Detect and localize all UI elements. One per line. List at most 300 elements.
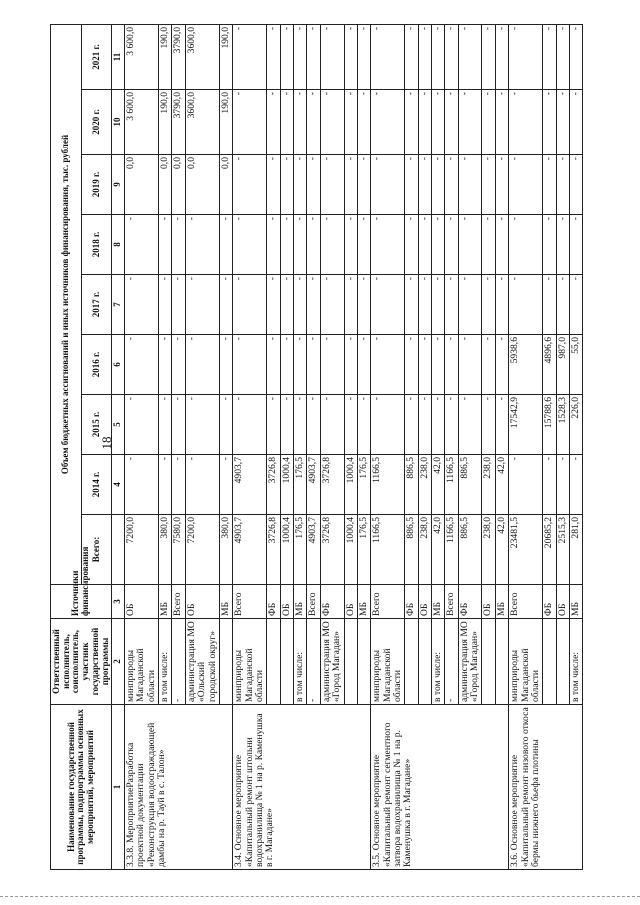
total-value-cell: 380,0 bbox=[159, 515, 172, 585]
year-value-cell: - bbox=[233, 155, 267, 215]
executor-cell: минприроды Магаданской области bbox=[509, 619, 543, 705]
year-value-cell: - bbox=[219, 395, 232, 455]
total-value-cell: 2515,3 bbox=[556, 515, 569, 585]
rotated-table-container bbox=[50, 25, 630, 870]
year-value-cell: - bbox=[543, 455, 556, 515]
source-cell: МБ bbox=[569, 585, 582, 619]
year-value-cell: - bbox=[233, 215, 267, 275]
year-value-cell: - bbox=[159, 395, 172, 455]
year-value-cell: - bbox=[159, 275, 172, 335]
year-value-cell: 3790,0 bbox=[172, 24, 185, 89]
header-year: 2018 г. bbox=[81, 215, 112, 275]
year-value-cell: - bbox=[458, 90, 482, 155]
source-cell: ОБ bbox=[418, 585, 431, 619]
page-number: 18 bbox=[99, 436, 114, 450]
header-year: 2015 г. bbox=[81, 395, 112, 455]
year-value-cell: - bbox=[233, 24, 267, 89]
total-value-cell: 7200,0 bbox=[125, 515, 159, 585]
year-value-cell: - bbox=[556, 275, 569, 335]
year-value-cell: - bbox=[219, 455, 232, 515]
year-value-cell: - bbox=[371, 275, 405, 335]
source-cell: Всего bbox=[371, 585, 405, 619]
year-value-cell: - bbox=[418, 395, 431, 455]
year-value-cell: 190,0 bbox=[159, 90, 172, 155]
year-value-cell: - bbox=[509, 24, 543, 89]
year-value-cell: - bbox=[371, 155, 405, 215]
year-value-cell: - bbox=[219, 275, 232, 335]
year-value-cell: - bbox=[294, 395, 307, 455]
year-value-cell: - bbox=[458, 215, 482, 275]
year-value-cell: 3726,8 bbox=[267, 455, 280, 515]
year-value-cell: - bbox=[294, 24, 307, 89]
year-value-cell: - bbox=[159, 455, 172, 515]
year-value-cell: - bbox=[458, 24, 482, 89]
executor-cell: администрация МО «Ольский городской округ» bbox=[185, 619, 219, 705]
year-value-cell: - bbox=[294, 215, 307, 275]
year-value-cell: 190,0 bbox=[159, 24, 172, 89]
year-value-cell: - bbox=[320, 275, 344, 335]
year-value-cell: 987,0 bbox=[556, 335, 569, 395]
executor-cell: минприроды Магаданской области bbox=[233, 619, 267, 705]
source-cell: ФБ bbox=[320, 585, 344, 619]
year-value-cell: - bbox=[233, 335, 267, 395]
header-year: 2014 г. bbox=[81, 455, 112, 515]
year-value-cell: - bbox=[556, 455, 569, 515]
column-number: 7 bbox=[112, 275, 125, 335]
source-cell: ФБ bbox=[405, 585, 418, 619]
total-value-cell: 281,0 bbox=[569, 515, 582, 585]
year-value-cell: 42,0 bbox=[432, 455, 445, 515]
year-value-cell: - bbox=[125, 395, 159, 455]
source-cell: ФБ bbox=[543, 585, 556, 619]
year-value-cell: 886,5 bbox=[405, 455, 418, 515]
year-value-cell: - bbox=[482, 275, 495, 335]
column-number: 8 bbox=[112, 215, 125, 275]
source-cell: Всего bbox=[233, 585, 267, 619]
year-value-cell: - bbox=[280, 90, 293, 155]
year-value-cell: - bbox=[482, 335, 495, 395]
executor-cell: в том числе: bbox=[569, 619, 582, 705]
year-value-cell: - bbox=[371, 215, 405, 275]
year-value-cell: - bbox=[344, 90, 357, 155]
year-value-cell: 15788,6 bbox=[543, 395, 556, 455]
source-cell: Всего bbox=[509, 585, 543, 619]
year-value-cell: - bbox=[418, 335, 431, 395]
source-cell: ОБ bbox=[125, 585, 159, 619]
program-name-cell: 3.5. Основное мероприятие «Капитальный ремонт сегментного затвора водохранилища № 1 на р. Каменушка в г. Магадане» bbox=[371, 705, 509, 870]
year-value-cell: - bbox=[418, 215, 431, 275]
column-number: 5 bbox=[112, 395, 125, 455]
executor-cell: - bbox=[445, 619, 458, 705]
year-value-cell: - bbox=[432, 90, 445, 155]
year-value-cell: - bbox=[219, 215, 232, 275]
year-value-cell: - bbox=[357, 155, 370, 215]
year-value-cell: 55,0 bbox=[569, 335, 582, 395]
year-value-cell: - bbox=[307, 24, 320, 89]
year-value-cell: - bbox=[543, 215, 556, 275]
executor-cell: в том числе: bbox=[294, 619, 307, 705]
total-value-cell: 238,0 bbox=[482, 515, 495, 585]
year-value-cell: - bbox=[432, 24, 445, 89]
source-cell: ОБ bbox=[185, 585, 219, 619]
year-value-cell: - bbox=[320, 395, 344, 455]
year-value-cell: 4903,7 bbox=[233, 455, 267, 515]
source-cell: МБ bbox=[294, 585, 307, 619]
source-cell: МБ bbox=[432, 585, 445, 619]
year-value-cell: - bbox=[405, 215, 418, 275]
header-year: 2020 г. bbox=[81, 90, 112, 155]
executor-cell bbox=[405, 619, 418, 705]
column-number: 4 bbox=[112, 455, 125, 515]
bottom-scan-line bbox=[0, 896, 640, 899]
year-value-cell: - bbox=[432, 215, 445, 275]
executor-cell bbox=[267, 619, 280, 705]
year-value-cell: - bbox=[418, 24, 431, 89]
year-value-cell: - bbox=[267, 215, 280, 275]
year-value-cell: - bbox=[509, 155, 543, 215]
year-value-cell: - bbox=[185, 335, 219, 395]
source-cell: МБ bbox=[159, 585, 172, 619]
year-value-cell: - bbox=[556, 215, 569, 275]
column-number: 9 bbox=[112, 155, 125, 215]
year-value-cell: 176,5 bbox=[357, 455, 370, 515]
year-value-cell: - bbox=[569, 24, 582, 89]
source-cell: МБ bbox=[357, 585, 370, 619]
year-value-cell: 0,0 bbox=[159, 155, 172, 215]
year-value-cell: - bbox=[344, 24, 357, 89]
year-value-cell: - bbox=[233, 90, 267, 155]
executor-cell: минприроды Магаданской области bbox=[371, 619, 405, 705]
header-executor: Ответственный исполнитель, соисполнитель, участник государственной программы bbox=[51, 619, 112, 705]
year-value-cell: - bbox=[185, 275, 219, 335]
total-value-cell: 176,5 bbox=[294, 515, 307, 585]
year-value-cell: - bbox=[432, 395, 445, 455]
executor-cell: администрация МО «Город Магадан» bbox=[320, 619, 344, 705]
financing-table bbox=[50, 24, 583, 870]
executor-cell: - bbox=[172, 619, 185, 705]
total-value-cell: 238,0 bbox=[418, 515, 431, 585]
header-year: 2016 г. bbox=[81, 335, 112, 395]
year-value-cell: - bbox=[482, 24, 495, 89]
year-value-cell: - bbox=[371, 395, 405, 455]
table-body bbox=[125, 24, 583, 869]
year-value-cell: - bbox=[482, 395, 495, 455]
year-value-cell: 1528,3 bbox=[556, 395, 569, 455]
year-value-cell: - bbox=[482, 155, 495, 215]
year-value-cell: - bbox=[125, 455, 159, 515]
total-value-cell: 380,0 bbox=[219, 515, 232, 585]
year-value-cell: - bbox=[371, 24, 405, 89]
year-value-cell: - bbox=[543, 275, 556, 335]
executor-cell: в том числе: bbox=[432, 619, 445, 705]
year-value-cell: 42,0 bbox=[495, 455, 508, 515]
total-value-cell: 886,5 bbox=[405, 515, 418, 585]
total-value-cell: 4903,7 bbox=[307, 515, 320, 585]
executor-cell bbox=[344, 619, 357, 705]
year-value-cell: - bbox=[280, 215, 293, 275]
year-value-cell: - bbox=[357, 90, 370, 155]
total-value-cell: 7200,0 bbox=[185, 515, 219, 585]
year-value-cell: - bbox=[172, 335, 185, 395]
total-value-cell: 886,5 bbox=[458, 515, 482, 585]
year-value-cell: - bbox=[495, 395, 508, 455]
total-value-cell: 4903,7 bbox=[233, 515, 267, 585]
year-value-cell: 0,0 bbox=[185, 155, 219, 215]
year-value-cell: - bbox=[307, 90, 320, 155]
year-value-cell: - bbox=[159, 215, 172, 275]
year-value-cell: 238,0 bbox=[482, 455, 495, 515]
year-value-cell: - bbox=[320, 90, 344, 155]
executor-cell bbox=[357, 619, 370, 705]
header-year: 2017 г. bbox=[81, 275, 112, 335]
year-value-cell: - bbox=[371, 335, 405, 395]
table-row bbox=[125, 24, 159, 869]
executor-cell: - bbox=[307, 619, 320, 705]
source-cell: ОБ bbox=[556, 585, 569, 619]
year-value-cell: - bbox=[458, 275, 482, 335]
year-value-cell: - bbox=[344, 215, 357, 275]
column-number: 10 bbox=[112, 90, 125, 155]
total-value-cell: 1000,4 bbox=[280, 515, 293, 585]
year-value-cell: - bbox=[556, 24, 569, 89]
total-value-cell: 3726,8 bbox=[267, 515, 280, 585]
year-value-cell: - bbox=[267, 90, 280, 155]
year-value-cell: - bbox=[307, 215, 320, 275]
header-year: 2021 г. bbox=[81, 24, 112, 89]
header-year: Всего: bbox=[81, 515, 112, 585]
header-source: Источники финансирования bbox=[51, 585, 112, 619]
year-value-cell: 176,5 bbox=[294, 455, 307, 515]
year-value-cell: - bbox=[280, 24, 293, 89]
year-value-cell: - bbox=[307, 395, 320, 455]
year-value-cell: - bbox=[344, 395, 357, 455]
year-value-cell: - bbox=[357, 395, 370, 455]
column-number bbox=[112, 515, 125, 585]
executor-cell: администрация МО «Город Магадан» bbox=[458, 619, 482, 705]
year-value-cell: - bbox=[267, 24, 280, 89]
year-value-cell: 1000,4 bbox=[344, 455, 357, 515]
header-program-name: Наименование государственной программы, подпрограммы основных мероприятий, мероприятий bbox=[51, 705, 112, 870]
source-cell: МБ bbox=[219, 585, 232, 619]
year-value-cell: - bbox=[445, 90, 458, 155]
executor-cell bbox=[495, 619, 508, 705]
year-value-cell: - bbox=[125, 275, 159, 335]
year-value-cell: - bbox=[233, 395, 267, 455]
year-value-cell: - bbox=[172, 215, 185, 275]
table-row bbox=[509, 24, 543, 869]
executor-cell bbox=[556, 619, 569, 705]
year-value-cell: - bbox=[280, 335, 293, 395]
year-value-cell: - bbox=[267, 395, 280, 455]
year-value-cell: - bbox=[344, 155, 357, 215]
year-value-cell: - bbox=[233, 275, 267, 335]
column-number: 11 bbox=[112, 24, 125, 89]
source-cell: Всего bbox=[172, 585, 185, 619]
year-value-cell: - bbox=[405, 90, 418, 155]
year-value-cell: - bbox=[185, 455, 219, 515]
year-value-cell: - bbox=[344, 335, 357, 395]
year-value-cell: 1166,5 bbox=[371, 455, 405, 515]
year-value-cell: - bbox=[371, 90, 405, 155]
year-value-cell: - bbox=[543, 24, 556, 89]
year-value-cell: - bbox=[445, 395, 458, 455]
executor-cell bbox=[280, 619, 293, 705]
year-value-cell: - bbox=[280, 155, 293, 215]
year-value-cell: - bbox=[172, 455, 185, 515]
executor-cell: минприроды Магаданской области bbox=[125, 619, 159, 705]
program-name-cell: 3.4. Основное мероприятие «Капитальный ремонт штольни водохранилища № 1 на р. Каменушка в г. Магадане» bbox=[233, 705, 371, 870]
total-value-cell: 3726,8 bbox=[320, 515, 344, 585]
executor-cell bbox=[418, 619, 431, 705]
year-value-cell: 3600,0 bbox=[185, 90, 219, 155]
year-value-cell: - bbox=[569, 90, 582, 155]
source-cell: ОБ bbox=[280, 585, 293, 619]
year-value-cell: - bbox=[569, 215, 582, 275]
year-value-cell: 3726,8 bbox=[320, 455, 344, 515]
year-value-cell: - bbox=[185, 395, 219, 455]
year-value-cell: - bbox=[294, 275, 307, 335]
year-value-cell: - bbox=[495, 275, 508, 335]
year-value-cell: 0,0 bbox=[125, 155, 159, 215]
year-value-cell: - bbox=[320, 215, 344, 275]
year-value-cell: - bbox=[267, 275, 280, 335]
executor-cell: в том числе: bbox=[159, 619, 172, 705]
year-value-cell: - bbox=[543, 90, 556, 155]
year-value-cell: - bbox=[267, 155, 280, 215]
year-value-cell: - bbox=[509, 275, 543, 335]
total-value-cell: 176,5 bbox=[357, 515, 370, 585]
year-value-cell: - bbox=[569, 455, 582, 515]
year-value-cell: 190,0 bbox=[219, 24, 232, 89]
year-value-cell: - bbox=[307, 335, 320, 395]
year-value-cell: - bbox=[357, 335, 370, 395]
year-value-cell: - bbox=[320, 155, 344, 215]
year-value-cell: - bbox=[458, 155, 482, 215]
year-value-cell: - bbox=[267, 335, 280, 395]
year-value-cell: - bbox=[482, 90, 495, 155]
year-value-cell: - bbox=[185, 215, 219, 275]
year-value-cell: 0,0 bbox=[219, 155, 232, 215]
year-value-cell: - bbox=[445, 275, 458, 335]
year-value-cell: - bbox=[294, 90, 307, 155]
year-value-cell: - bbox=[405, 395, 418, 455]
year-value-cell: - bbox=[125, 335, 159, 395]
year-value-cell: - bbox=[495, 24, 508, 89]
source-cell: Всего bbox=[445, 585, 458, 619]
year-value-cell: - bbox=[418, 275, 431, 335]
column-number: 3 bbox=[112, 585, 125, 619]
total-value-cell: 1000,4 bbox=[344, 515, 357, 585]
executor-cell bbox=[543, 619, 556, 705]
program-name-cell: 3.6. Основное мероприятие «Капитальный ремонт низового откоса бермы нижнего бьефа плотины bbox=[509, 705, 583, 870]
header-funding: Объем бюджетных ассигнований и иных источников финансирования, тыс. рублей bbox=[51, 24, 82, 584]
year-value-cell: 3 600,0 bbox=[125, 90, 159, 155]
year-value-cell: - bbox=[445, 335, 458, 395]
year-value-cell: - bbox=[432, 155, 445, 215]
year-value-cell: - bbox=[543, 155, 556, 215]
year-value-cell: - bbox=[418, 90, 431, 155]
year-value-cell: 3600,0 bbox=[185, 24, 219, 89]
year-value-cell: - bbox=[307, 275, 320, 335]
year-value-cell: - bbox=[432, 335, 445, 395]
year-value-cell: - bbox=[159, 335, 172, 395]
year-value-cell: 3790,0 bbox=[172, 90, 185, 155]
year-value-cell: - bbox=[357, 215, 370, 275]
year-value-cell: 4903,7 bbox=[307, 455, 320, 515]
year-value-cell: - bbox=[405, 155, 418, 215]
year-value-cell: - bbox=[405, 24, 418, 89]
year-value-cell: - bbox=[307, 155, 320, 215]
year-value-cell: 1166,5 bbox=[445, 455, 458, 515]
source-cell: ОБ bbox=[482, 585, 495, 619]
year-value-cell: - bbox=[172, 275, 185, 335]
year-value-cell: - bbox=[509, 90, 543, 155]
program-name-cell: 3.3.8. МероприятиеРазработка проектной документации «Реконструкция водоограждающей дамбы на р. Тауй в с. Талон» bbox=[125, 705, 233, 870]
source-cell: ФБ bbox=[267, 585, 280, 619]
year-value-cell: - bbox=[294, 335, 307, 395]
column-number: 6 bbox=[112, 335, 125, 395]
total-value-cell: 42,0 bbox=[495, 515, 508, 585]
column-number: 2 bbox=[112, 619, 125, 705]
executor-cell bbox=[482, 619, 495, 705]
year-value-cell: 5938,6 bbox=[509, 335, 543, 395]
source-cell: ОБ bbox=[344, 585, 357, 619]
year-value-cell: - bbox=[495, 155, 508, 215]
executor-cell bbox=[219, 619, 232, 705]
year-value-cell: 886,5 bbox=[458, 455, 482, 515]
header-year: 2019 г. bbox=[81, 155, 112, 215]
year-value-cell: - bbox=[495, 90, 508, 155]
year-value-cell: - bbox=[482, 215, 495, 275]
year-value-cell: - bbox=[219, 335, 232, 395]
year-value-cell: 4896,6 bbox=[543, 335, 556, 395]
year-value-cell: - bbox=[172, 395, 185, 455]
year-value-cell: - bbox=[495, 215, 508, 275]
year-value-cell: - bbox=[280, 395, 293, 455]
year-value-cell: - bbox=[405, 335, 418, 395]
source-cell: МБ bbox=[495, 585, 508, 619]
year-value-cell: - bbox=[432, 275, 445, 335]
year-value-cell: 226,0 bbox=[569, 395, 582, 455]
year-value-cell: 190,0 bbox=[219, 90, 232, 155]
year-value-cell: - bbox=[445, 215, 458, 275]
total-value-cell: 23481,5 bbox=[509, 515, 543, 585]
year-value-cell: - bbox=[495, 335, 508, 395]
year-value-cell: - bbox=[509, 455, 543, 515]
year-value-cell: - bbox=[294, 155, 307, 215]
year-value-cell: - bbox=[556, 155, 569, 215]
year-value-cell: - bbox=[357, 275, 370, 335]
year-value-cell: 0,0 bbox=[172, 155, 185, 215]
table-row bbox=[371, 24, 405, 869]
year-value-cell: 3 600,0 bbox=[125, 24, 159, 89]
year-value-cell: - bbox=[357, 24, 370, 89]
year-value-cell: - bbox=[320, 24, 344, 89]
year-value-cell: - bbox=[445, 24, 458, 89]
year-value-cell: - bbox=[509, 215, 543, 275]
table-row bbox=[233, 24, 267, 869]
year-value-cell: 238,0 bbox=[418, 455, 431, 515]
year-value-cell: - bbox=[280, 275, 293, 335]
year-value-cell: - bbox=[569, 155, 582, 215]
year-value-cell: - bbox=[556, 90, 569, 155]
total-value-cell: 1166,5 bbox=[371, 515, 405, 585]
year-value-cell: - bbox=[320, 335, 344, 395]
year-value-cell: - bbox=[405, 275, 418, 335]
column-number: 1 bbox=[112, 705, 125, 870]
year-value-cell: - bbox=[418, 155, 431, 215]
source-cell: ФБ bbox=[458, 585, 482, 619]
